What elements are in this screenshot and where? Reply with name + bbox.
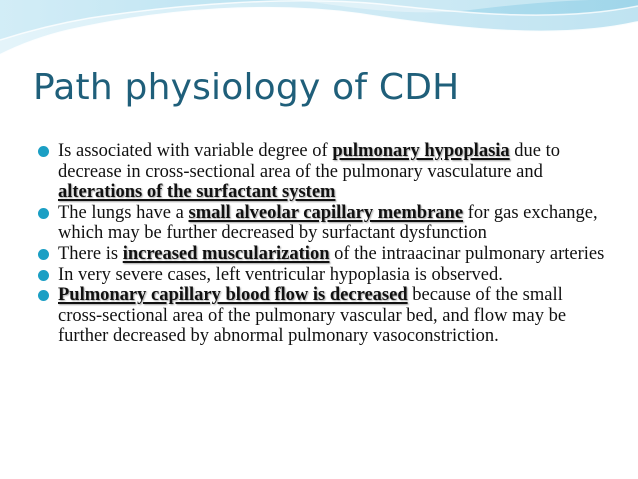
- bullet-text: There is: [58, 243, 123, 264]
- bullet-text: of the intraacinar pulmonary arteries: [329, 243, 605, 264]
- bullet-dot-icon: [38, 290, 49, 301]
- emphasized-text: Pulmonary capillary blood flow is decreased: [58, 285, 408, 306]
- bullet-text: for gas exchange, which may be further decreased by surfactant dysfunction: [58, 202, 598, 244]
- emphasized-text: pulmonary hypoplasia: [332, 141, 510, 161]
- bullet-dot-icon: [38, 249, 49, 260]
- bullet-text: Is associated with variable degree of: [58, 141, 333, 161]
- bullet-item: [36, 141, 608, 203]
- emphasized-text: alterations of the surfactant system: [58, 182, 336, 203]
- bullet-text: because of the small cross-sectional area of the pulmonary vascular bed, and flow may be further decreased by abnormal pulmonary vasoconstriction.: [58, 285, 567, 347]
- bullet-dot-icon: [38, 208, 49, 219]
- bullet-text: In very severe cases, left ventricular hypoplasia is observed.: [58, 264, 503, 285]
- bullet-text: The lungs have a: [58, 202, 189, 223]
- bullet-item: [36, 244, 608, 265]
- bullet-item: [36, 203, 608, 244]
- bullet-item: [36, 285, 608, 347]
- slide-title: Path physiology of CDH: [33, 67, 460, 108]
- bullet-list: [36, 141, 608, 347]
- emphasized-text: increased muscularization: [122, 243, 330, 264]
- bullet-dot-icon: [38, 270, 49, 281]
- bullet-text: due to decrease in cross-sectional area of the pulmonary vasculature and: [58, 141, 561, 182]
- bullet-item: [36, 265, 608, 286]
- bullet-dot-icon: [38, 146, 49, 157]
- emphasized-text: small alveolar capillary membrane: [188, 202, 464, 223]
